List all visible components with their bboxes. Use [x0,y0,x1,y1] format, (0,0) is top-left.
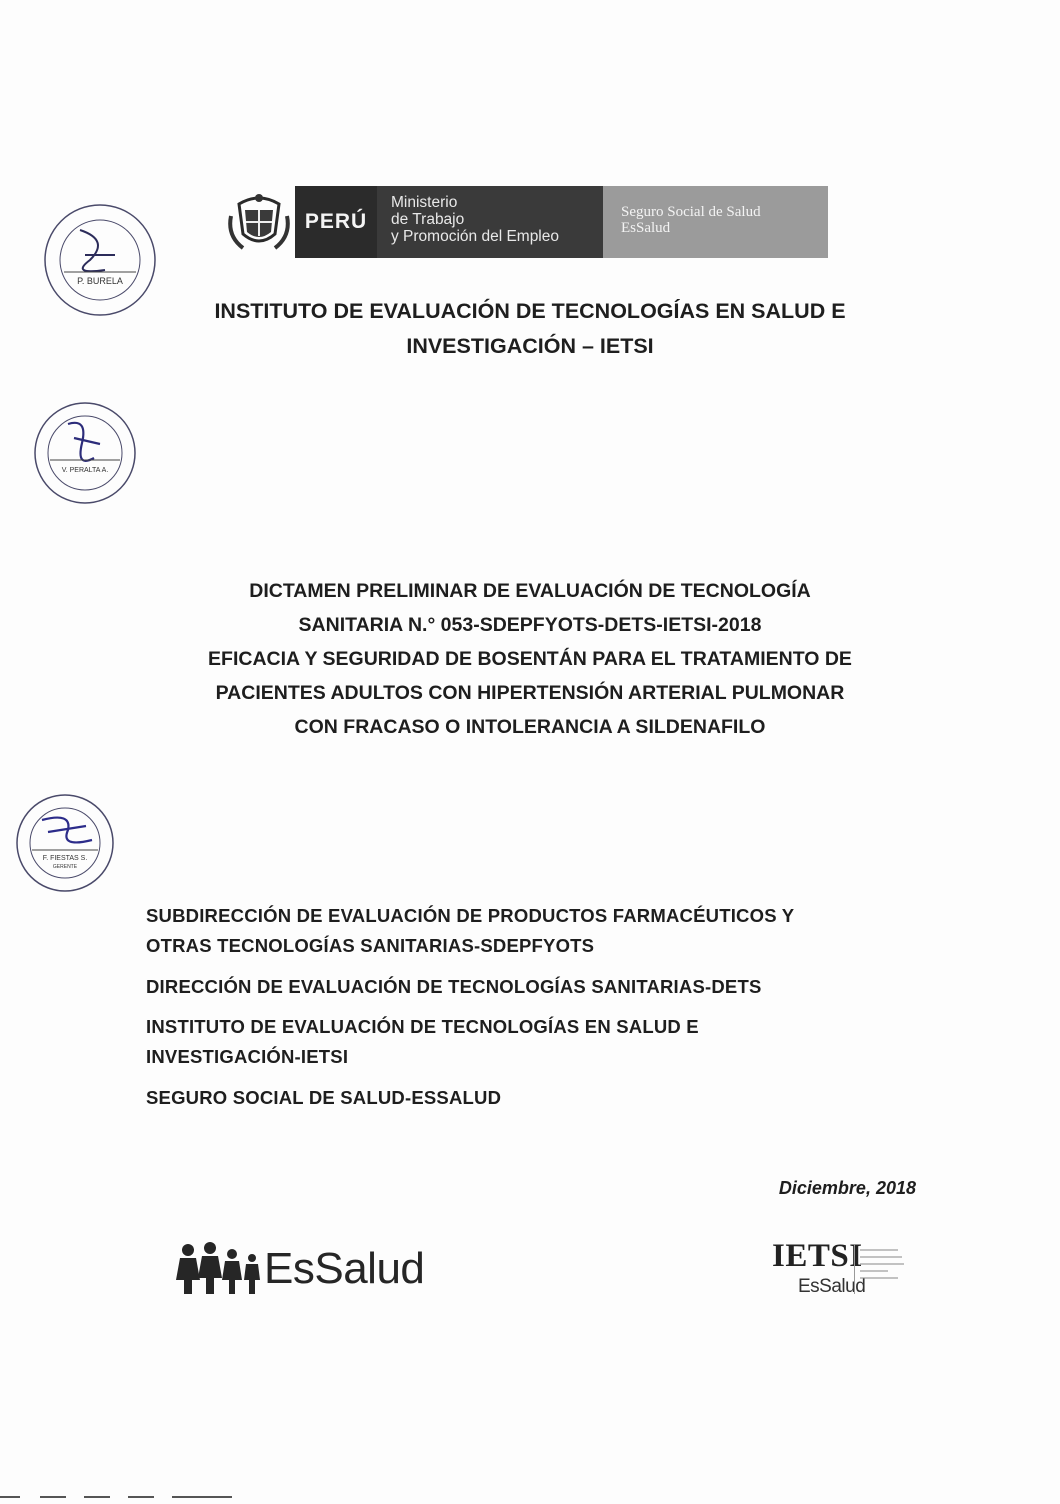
seal-name: V. PERALTA A. [61,467,109,474]
department-line: OTRAS TECNOLOGÍAS SANITARIAS-SDEPFYOTS [146,935,595,956]
ietsi-logo [768,1236,918,1306]
essalud-logo-text: EsSalud [264,1244,425,1293]
essalud-logo [176,1238,446,1302]
ministry-label [377,186,603,258]
ministry-line: y Promoción del Empleo [391,228,559,245]
official-seal-stamp [12,790,118,896]
peru-label: PERÚ [295,186,377,258]
scan-artifact [40,1496,66,1498]
scan-artifact [84,1496,110,1498]
document-title-line: DICTAMEN PRELIMINAR DE EVALUACIÓN DE TECNOLOGÍA [249,580,811,602]
scan-artifact [172,1496,232,1498]
institute-title-line: INVESTIGACIÓN – IETSI [406,334,654,358]
document-title-line: SANITARIA N.° 053-SDEPFYOTS-DETS-IETSI-2018 [298,614,762,636]
document-date: Diciembre, 2018 [778,1178,916,1198]
peru-coat-of-arms-icon [225,186,293,258]
scan-artifact [128,1496,154,1498]
seal-name: F. FIESTAS S. [42,855,88,862]
institution-line: Seguro Social de Salud [621,204,761,220]
document-title-line: PACIENTES ADULTOS CON HIPERTENSIÓN ARTERIAL PULMONAR [215,682,845,704]
ietsi-logo-subtext: EsSalud [798,1276,866,1297]
ministry-line: de Trabajo [391,211,465,228]
department-line: SUBDIRECCIÓN DE EVALUACIÓN DE PRODUCTOS FARMACÉUTICOS Y [146,905,795,926]
essalud-label [603,186,828,258]
seal-role: GERENTE [52,864,78,870]
scan-artifact [0,1496,20,1498]
seal-name: P. BURELA [77,276,123,286]
ietsi-logo-fine-print [854,1244,916,1294]
department-line: DIRECCIÓN DE EVALUACIÓN DE TECNOLOGÍAS SANITARIAS-DETS [146,976,762,997]
department-line: SEGURO SOCIAL DE SALUD-ESSALUD [146,1087,502,1108]
family-figures-icon [176,1240,264,1296]
institution-line: EsSalud [621,220,671,236]
document-title-line: CON FRACASO O INTOLERANCIA A SILDENAFILO [294,716,766,738]
document-title-line: EFICACIA Y SEGURIDAD DE BOSENTÁN PARA EL TRATAMIENTO DE [208,648,852,670]
ministry-line: Ministerio [391,194,458,211]
ietsi-logo-text: IETSI [772,1238,863,1274]
official-seal-stamp [30,398,140,508]
government-header-banner [225,186,828,258]
department-line: INSTITUTO DE EVALUACIÓN DE TECNOLOGÍAS EN SALUD E [146,1016,699,1037]
institute-title-line: INSTITUTO DE EVALUACIÓN DE TECNOLOGÍAS EN SALUD E [214,299,846,323]
department-line: INVESTIGACIÓN-IETSI [146,1046,349,1067]
